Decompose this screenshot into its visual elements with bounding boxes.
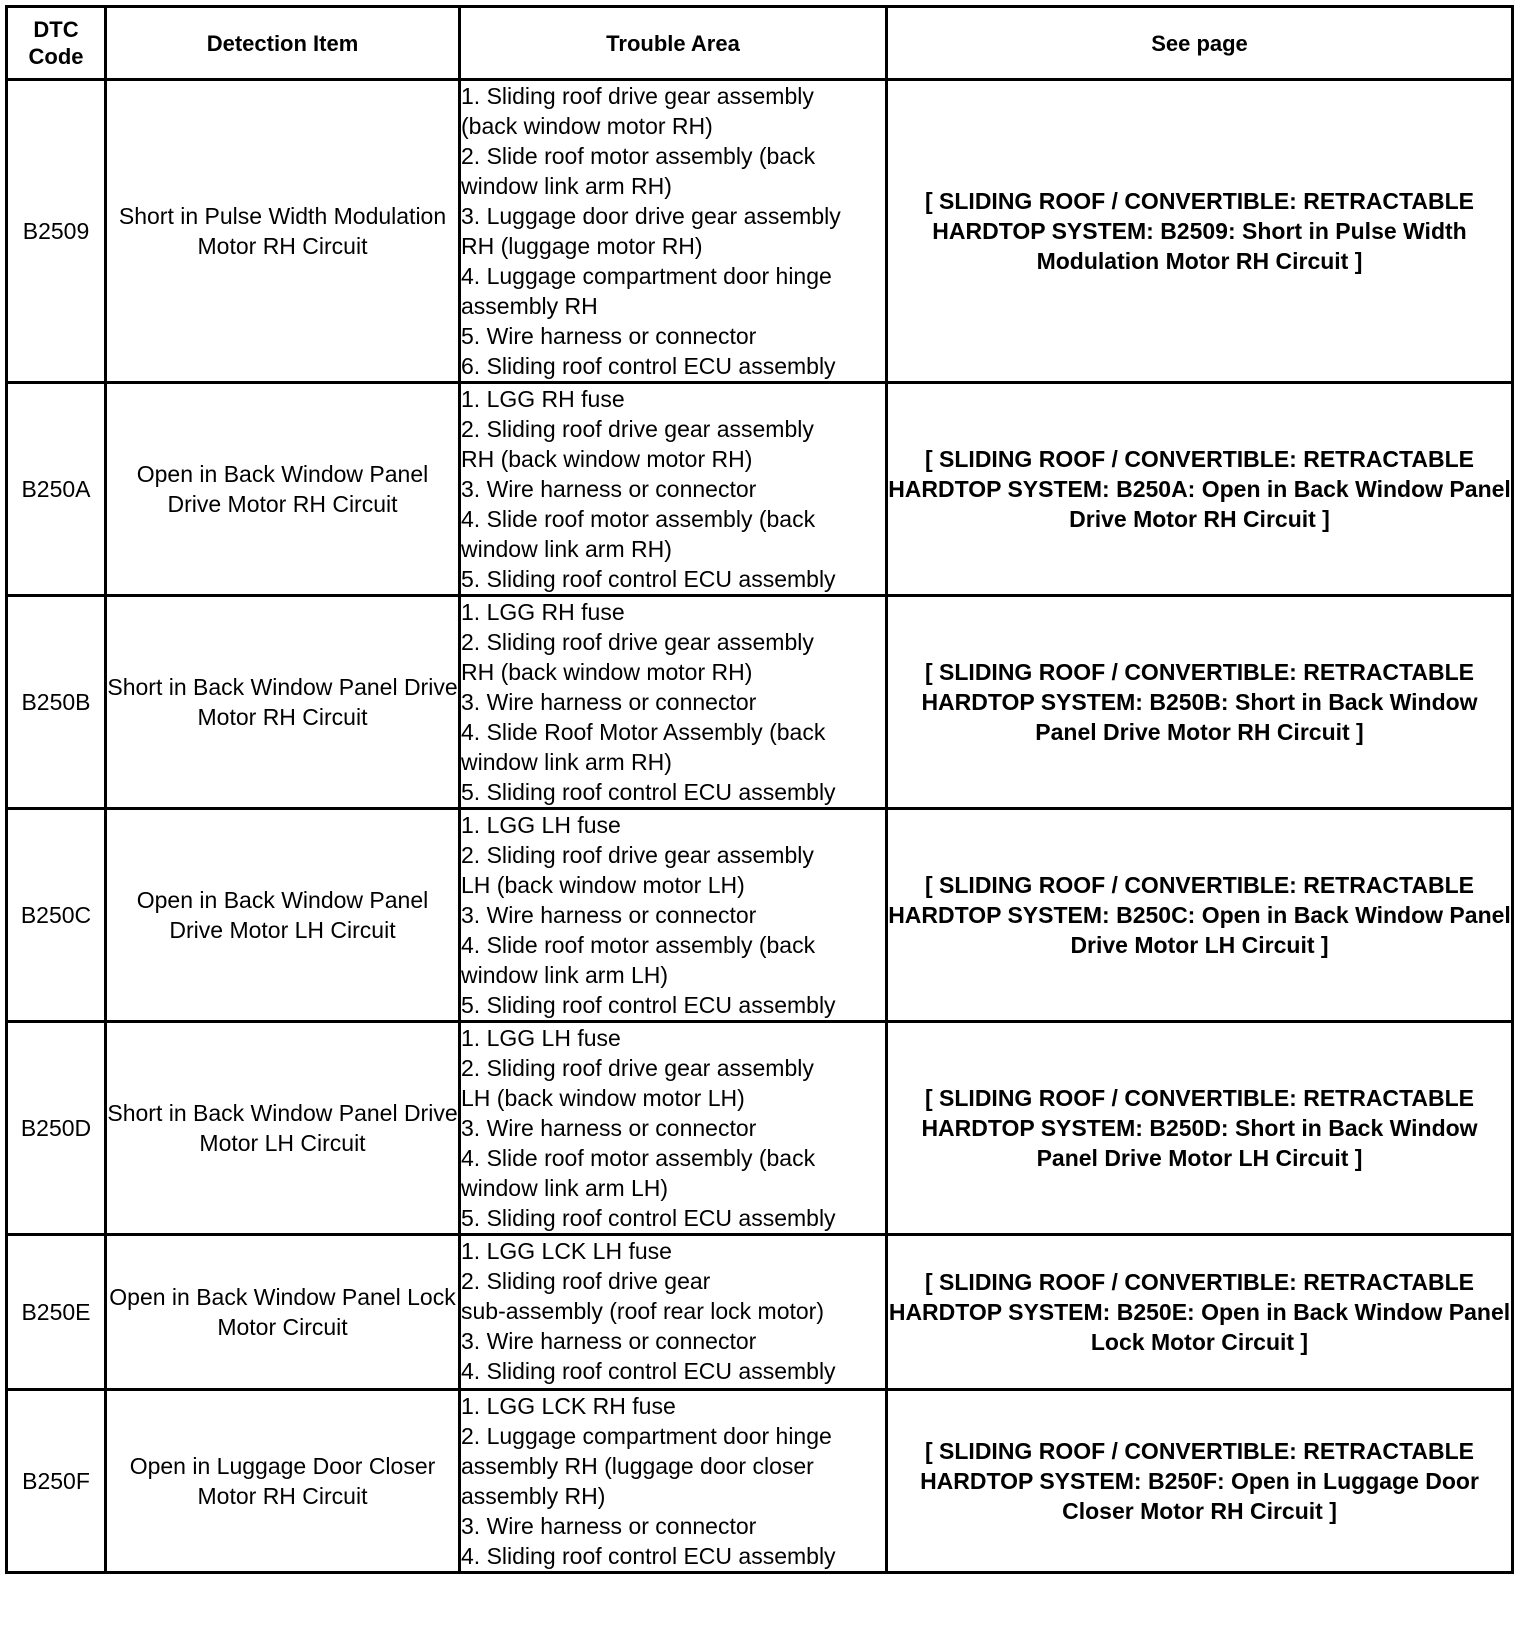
trouble-area-line: 2. Sliding roof drive gear assembly [461,842,814,868]
detection-item-cell: Short in Back Window Panel Drive Motor LH Circuit [106,1022,460,1235]
trouble-area-line: 1. LGG RH fuse [461,386,625,412]
dtc-code-cell: B250F [7,1390,106,1573]
trouble-area-line: 3. Wire harness or connector [461,1513,757,1539]
see-page-cell [887,596,1513,809]
see-page-cell [887,1022,1513,1235]
table-row [7,1390,1513,1573]
trouble-area-line: 2. Sliding roof drive gear assembly [461,416,814,442]
trouble-area-line: 4. Sliding roof control ECU assembly [461,1358,836,1384]
trouble-area-line: window link arm RH) [461,749,672,775]
trouble-area-line: 4. Luggage compartment door hinge [461,263,832,289]
trouble-area-line: (back window motor RH) [461,113,713,139]
trouble-area-line: 1. LGG LH fuse [461,812,621,838]
trouble-area-line: 3. Wire harness or connector [461,1328,757,1354]
trouble-area-line: RH (back window motor RH) [461,446,753,472]
trouble-area-line: 4. Slide roof motor assembly (back [461,1145,816,1171]
table-row [7,809,1513,1022]
dtc-code-cell: B250C [7,809,106,1022]
trouble-area-cell [460,80,887,383]
trouble-area-cell [460,1390,887,1573]
table-row [7,1022,1513,1235]
dtc-code-cell: B250E [7,1235,106,1390]
dtc-table [5,5,1514,1574]
see-page-reference: [ SLIDING ROOF / CONVERTIBLE: RETRACTABLE HARDTOP SYSTEM: B250F: Open in Luggage Door Closer Motor RH Circuit ] [920,1438,1479,1524]
trouble-area-line: sub-assembly (roof rear lock motor) [461,1298,824,1324]
detection-item-cell: Open in Back Window Panel Drive Motor RH Circuit [106,383,460,596]
detection-item-cell: Open in Back Window Panel Drive Motor LH Circuit [106,809,460,1022]
trouble-area-line: 1. LGG LCK LH fuse [461,1238,672,1264]
dtc-code-cell: B250A [7,383,106,596]
trouble-area-cell [460,383,887,596]
trouble-area-line: RH (luggage motor RH) [461,233,703,259]
dtc-code-cell: B2509 [7,80,106,383]
trouble-area-line: 1. LGG LH fuse [461,1025,621,1051]
see-page-cell [887,1390,1513,1573]
table-row [7,80,1513,383]
trouble-area-line: 5. Sliding roof control ECU assembly [461,566,836,592]
trouble-area-line: RH (back window motor RH) [461,659,753,685]
trouble-area-cell [460,596,887,809]
dtc-code-cell: B250D [7,1022,106,1235]
table-body [7,80,1513,1573]
trouble-area-line: 4. Sliding roof control ECU assembly [461,1543,836,1569]
header-dtc-code [7,7,106,80]
trouble-area-line: assembly RH) [461,1483,606,1509]
trouble-area-line: window link arm LH) [461,962,669,988]
detection-item-cell: Open in Luggage Door Closer Motor RH Circuit [106,1390,460,1573]
trouble-area-line: 2. Sliding roof drive gear assembly [461,629,814,655]
trouble-area-line: 2. Slide roof motor assembly (back [461,143,816,169]
see-page-cell [887,80,1513,383]
see-page-reference: [ SLIDING ROOF / CONVERTIBLE: RETRACTABLE HARDTOP SYSTEM: B250B: Short in Back Window Panel Drive Motor RH Circuit ] [921,659,1478,745]
table-row [7,596,1513,809]
table-row [7,383,1513,596]
table-row [7,1235,1513,1390]
header-trouble-area: Trouble Area [460,7,887,80]
trouble-area-line: 2. Sliding roof drive gear [461,1268,711,1294]
see-page-reference: [ SLIDING ROOF / CONVERTIBLE: RETRACTABLE HARDTOP SYSTEM: B250A: Open in Back Window Panel Drive Motor RH Circuit ] [888,446,1511,532]
trouble-area-line: window link arm RH) [461,536,672,562]
detection-item-cell: Open in Back Window Panel Lock Motor Circuit [106,1235,460,1390]
detection-item-cell: Short in Back Window Panel Drive Motor RH Circuit [106,596,460,809]
trouble-area-line: 2. Sliding roof drive gear assembly [461,1055,814,1081]
detection-item-cell: Short in Pulse Width Modulation Motor RH Circuit [106,80,460,383]
trouble-area-line: 1. LGG RH fuse [461,599,625,625]
see-page-reference: [ SLIDING ROOF / CONVERTIBLE: RETRACTABLE HARDTOP SYSTEM: B250E: Open in Back Window Panel Lock Motor Circuit ] [888,1269,1511,1355]
see-page-cell [887,809,1513,1022]
trouble-area-cell [460,809,887,1022]
dtc-code-cell: B250B [7,596,106,809]
trouble-area-line: 2. Luggage compartment door hinge [461,1423,832,1449]
trouble-area-line: 5. Wire harness or connector [461,323,757,349]
trouble-area-line: 1. LGG LCK RH fuse [461,1393,676,1419]
trouble-area-line: 5. Sliding roof control ECU assembly [461,992,836,1018]
trouble-area-line: 4. Slide roof motor assembly (back [461,932,816,958]
trouble-area-line: window link arm RH) [461,173,672,199]
trouble-area-line: 5. Sliding roof control ECU assembly [461,779,836,805]
trouble-area-line: 4. Slide roof motor assembly (back [461,506,816,532]
trouble-area-cell [460,1022,887,1235]
trouble-area-cell [460,1235,887,1390]
trouble-area-line: 3. Wire harness or connector [461,689,757,715]
trouble-area-line: 5. Sliding roof control ECU assembly [461,1205,836,1231]
trouble-area-line: 3. Wire harness or connector [461,902,757,928]
header-row [7,7,1513,80]
trouble-area-line: 6. Sliding roof control ECU assembly [461,353,836,379]
header-detection-item: Detection Item [106,7,460,80]
header-see-page: See page [887,7,1513,80]
trouble-area-line: LH (back window motor LH) [461,1085,745,1111]
header-dtc-code-line2: Code [28,44,84,69]
trouble-area-line: 3. Wire harness or connector [461,1115,757,1141]
trouble-area-line: 3. Luggage door drive gear assembly [461,203,841,229]
see-page-reference: [ SLIDING ROOF / CONVERTIBLE: RETRACTABLE HARDTOP SYSTEM: B250D: Short in Back Window Panel Drive Motor LH Circuit ] [921,1085,1478,1171]
see-page-cell [887,383,1513,596]
trouble-area-line: assembly RH [461,293,598,319]
trouble-area-line: 1. Sliding roof drive gear assembly [461,83,814,109]
see-page-reference: [ SLIDING ROOF / CONVERTIBLE: RETRACTABLE HARDTOP SYSTEM: B2509: Short in Pulse Width Modulation Motor RH Circuit ] [924,188,1474,274]
trouble-area-line: 3. Wire harness or connector [461,476,757,502]
trouble-area-line: LH (back window motor LH) [461,872,745,898]
trouble-area-line: 4. Slide Roof Motor Assembly (back [461,719,826,745]
header-dtc-code-line1: DTC [33,17,79,42]
trouble-area-line: assembly RH (luggage door closer [461,1453,814,1479]
trouble-area-line: window link arm LH) [461,1175,669,1201]
see-page-cell [887,1235,1513,1390]
see-page-reference: [ SLIDING ROOF / CONVERTIBLE: RETRACTABLE HARDTOP SYSTEM: B250C: Open in Back Window Panel Drive Motor LH Circuit ] [888,872,1511,958]
